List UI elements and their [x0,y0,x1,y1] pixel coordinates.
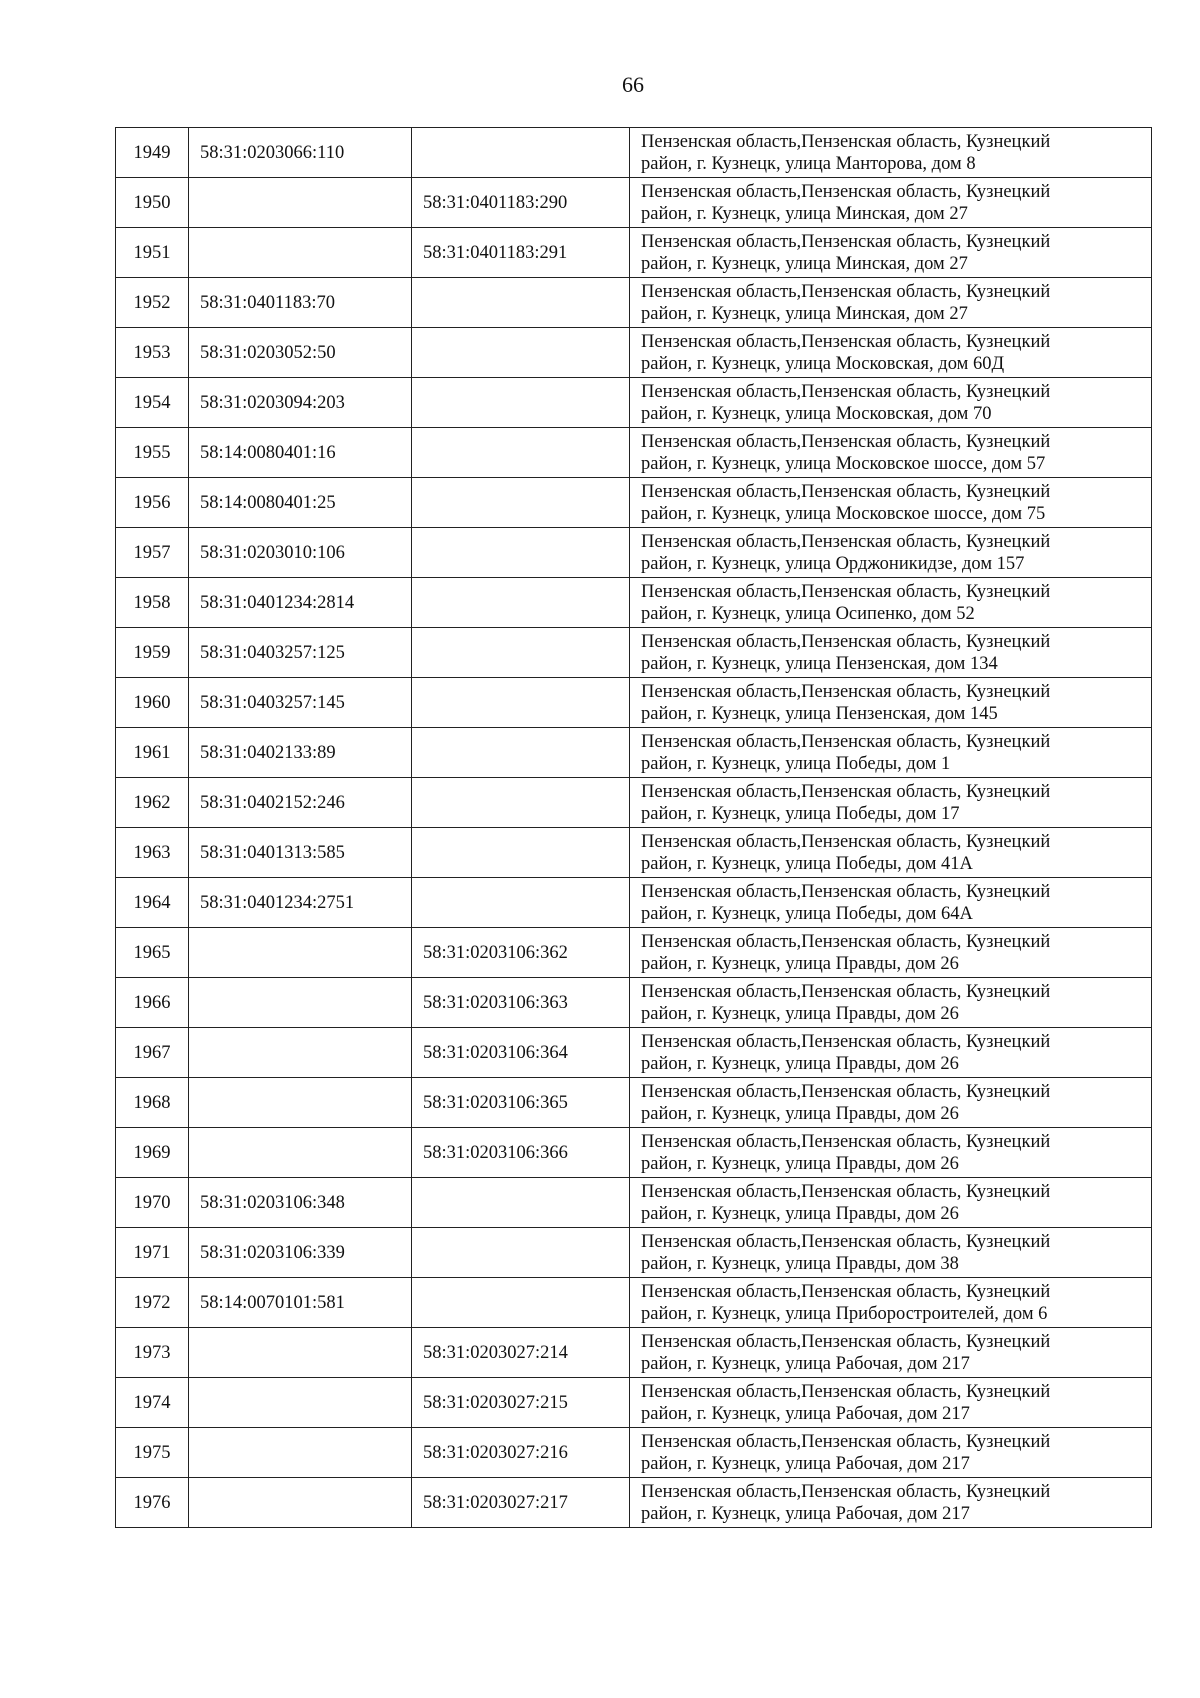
row-number-cell: 1962 [116,778,189,828]
object-cadastral-number-cell [412,1228,630,1278]
row-number-cell: 1964 [116,878,189,928]
table-row [116,328,1152,378]
address-cell [630,778,1152,828]
address-line-1: Пензенская область,Пензенская область, Кузнецкий [641,431,1051,452]
table-row [116,1378,1152,1428]
land-cadastral-number-cell [189,1028,412,1078]
object-cadastral-number-cell: 58:31:0203106:364 [412,1028,630,1078]
address-cell [630,228,1152,278]
address-line-1: Пензенская область,Пензенская область, Кузнецкий [641,981,1051,1002]
address-cell [630,428,1152,478]
object-cadastral-number-cell [412,878,630,928]
land-cadastral-number-cell: 58:14:0080401:25 [189,478,412,528]
address-cell [630,478,1152,528]
address-cell [630,328,1152,378]
row-number-cell: 1957 [116,528,189,578]
address-line-2: район, г. Кузнецк, улица Минская, дом 27 [641,203,968,224]
address-line-2: район, г. Кузнецк, улица Правды, дом 26 [641,953,959,974]
row-number-cell: 1972 [116,1278,189,1328]
row-number-cell: 1958 [116,578,189,628]
row-number-cell: 1953 [116,328,189,378]
object-cadastral-number-cell: 58:31:0203027:214 [412,1328,630,1378]
land-cadastral-number-cell: 58:31:0401313:585 [189,828,412,878]
land-cadastral-number-cell [189,1328,412,1378]
address-line-2: район, г. Кузнецк, улица Орджоникидзе, дом 157 [641,553,1025,574]
land-cadastral-number-cell: 58:31:0403257:125 [189,628,412,678]
table-row [116,928,1152,978]
address-line-2: район, г. Кузнецк, улица Московская, дом 70 [641,403,992,424]
table-row [116,1428,1152,1478]
land-cadastral-number-cell: 58:31:0203106:339 [189,1228,412,1278]
land-cadastral-number-cell: 58:31:0203066:110 [189,128,412,178]
land-cadastral-number-cell [189,928,412,978]
address-cell [630,828,1152,878]
table-row [116,278,1152,328]
address-line-1: Пензенская область,Пензенская область, Кузнецкий [641,331,1051,352]
address-line-1: Пензенская область,Пензенская область, Кузнецкий [641,581,1051,602]
address-cell [630,128,1152,178]
row-number-cell: 1969 [116,1128,189,1178]
address-line-2: район, г. Кузнецк, улица Правды, дом 26 [641,1203,959,1224]
object-cadastral-number-cell: 58:31:0203106:362 [412,928,630,978]
address-line-2: район, г. Кузнецк, улица Победы, дом 17 [641,803,960,824]
row-number-cell: 1954 [116,378,189,428]
row-number-cell: 1973 [116,1328,189,1378]
address-line-1: Пензенская область,Пензенская область, Кузнецкий [641,1181,1051,1202]
land-cadastral-number-cell [189,978,412,1028]
address-line-1: Пензенская область,Пензенская область, Кузнецкий [641,1331,1051,1352]
row-number-cell: 1955 [116,428,189,478]
table-row [116,978,1152,1028]
address-line-2: район, г. Кузнецк, улица Рабочая, дом 217 [641,1403,970,1424]
address-cell [630,578,1152,628]
address-line-2: район, г. Кузнецк, улица Победы, дом 64А [641,903,973,924]
row-number-cell: 1970 [116,1178,189,1228]
table-row [116,828,1152,878]
object-cadastral-number-cell [412,828,630,878]
table-row [116,628,1152,678]
table-row [116,1278,1152,1328]
address-cell [630,1128,1152,1178]
object-cadastral-number-cell: 58:31:0203027:215 [412,1378,630,1428]
land-cadastral-number-cell: 58:31:0401183:70 [189,278,412,328]
address-line-1: Пензенская область,Пензенская область, Кузнецкий [641,531,1051,552]
table-row [116,1478,1152,1528]
address-line-2: район, г. Кузнецк, улица Правды, дом 26 [641,1003,959,1024]
address-cell [630,1428,1152,1478]
land-cadastral-number-cell: 58:31:0401234:2751 [189,878,412,928]
address-line-1: Пензенская область,Пензенская область, Кузнецкий [641,931,1051,952]
address-cell [630,878,1152,928]
address-line-2: район, г. Кузнецк, улица Московское шоссе, дом 57 [641,453,1046,474]
row-number-cell: 1967 [116,1028,189,1078]
address-line-2: район, г. Кузнецк, улица Манторова, дом 8 [641,153,976,174]
land-cadastral-number-cell: 58:31:0402133:89 [189,728,412,778]
address-cell [630,978,1152,1028]
address-line-2: район, г. Кузнецк, улица Правды, дом 26 [641,1103,959,1124]
address-line-2: район, г. Кузнецк, улица Приборостроителей, дом 6 [641,1303,1048,1324]
object-cadastral-number-cell: 58:31:0401183:291 [412,228,630,278]
address-line-1: Пензенская область,Пензенская область, Кузнецкий [641,231,1051,252]
table-row [116,128,1152,178]
row-number-cell: 1956 [116,478,189,528]
object-cadastral-number-cell [412,1178,630,1228]
row-number-cell: 1950 [116,178,189,228]
row-number-cell: 1968 [116,1078,189,1128]
address-cell [630,1378,1152,1428]
address-line-1: Пензенская область,Пензенская область, Кузнецкий [641,881,1051,902]
address-cell [630,1228,1152,1278]
object-cadastral-number-cell [412,728,630,778]
address-line-1: Пензенская область,Пензенская область, Кузнецкий [641,1431,1051,1452]
table-row [116,728,1152,778]
table-row [116,428,1152,478]
row-number-cell: 1960 [116,678,189,728]
address-line-2: район, г. Кузнецк, улица Правды, дом 38 [641,1253,959,1274]
table-row [116,1128,1152,1178]
object-cadastral-number-cell [412,678,630,728]
address-line-1: Пензенская область,Пензенская область, Кузнецкий [641,131,1051,152]
address-line-1: Пензенская область,Пензенская область, Кузнецкий [641,631,1051,652]
address-line-2: район, г. Кузнецк, улица Рабочая, дом 217 [641,1503,970,1524]
table-row [116,478,1152,528]
page-number: 66 [622,72,644,97]
table-row [116,1078,1152,1128]
object-cadastral-number-cell [412,478,630,528]
row-number-cell: 1975 [116,1428,189,1478]
address-line-1: Пензенская область,Пензенская область, Кузнецкий [641,1481,1051,1502]
address-line-2: район, г. Кузнецк, улица Правды, дом 26 [641,1153,959,1174]
table-row [116,1228,1152,1278]
land-cadastral-number-cell: 58:31:0401234:2814 [189,578,412,628]
address-line-1: Пензенская область,Пензенская область, Кузнецкий [641,381,1051,402]
object-cadastral-number-cell [412,778,630,828]
land-cadastral-number-cell [189,1378,412,1428]
row-number-cell: 1976 [116,1478,189,1528]
object-cadastral-number-cell [412,528,630,578]
address-line-2: район, г. Кузнецк, улица Осипенко, дом 52 [641,603,975,624]
object-cadastral-number-cell: 58:31:0203106:363 [412,978,630,1028]
address-line-1: Пензенская область,Пензенская область, Кузнецкий [641,681,1051,702]
address-line-2: район, г. Кузнецк, улица Рабочая, дом 217 [641,1353,970,1374]
row-number-cell: 1959 [116,628,189,678]
row-number-cell: 1961 [116,728,189,778]
object-cadastral-number-cell [412,628,630,678]
address-line-1: Пензенская область,Пензенская область, Кузнецкий [641,1281,1051,1302]
address-line-1: Пензенская область,Пензенская область, Кузнецкий [641,831,1051,852]
address-line-2: район, г. Кузнецк, улица Минская, дом 27 [641,253,968,274]
address-line-1: Пензенская область,Пензенская область, Кузнецкий [641,781,1051,802]
land-cadastral-number-cell: 58:31:0203010:106 [189,528,412,578]
table-row [116,878,1152,928]
land-cadastral-number-cell: 58:31:0402152:246 [189,778,412,828]
address-cell [630,178,1152,228]
land-cadastral-number-cell [189,1128,412,1178]
registry-table [115,127,1152,1528]
address-cell [630,628,1152,678]
address-cell [630,728,1152,778]
row-number-cell: 1963 [116,828,189,878]
address-cell [630,678,1152,728]
object-cadastral-number-cell [412,328,630,378]
address-cell [630,1078,1152,1128]
row-number-cell: 1966 [116,978,189,1028]
address-line-2: район, г. Кузнецк, улица Рабочая, дом 217 [641,1453,970,1474]
land-cadastral-number-cell [189,1078,412,1128]
object-cadastral-number-cell: 58:31:0203027:217 [412,1478,630,1528]
table-row [116,228,1152,278]
table-row [116,678,1152,728]
object-cadastral-number-cell [412,1278,630,1328]
land-cadastral-number-cell: 58:31:0203094:203 [189,378,412,428]
address-line-2: район, г. Кузнецк, улица Московское шоссе, дом 75 [641,503,1046,524]
address-line-2: район, г. Кузнецк, улица Правды, дом 26 [641,1053,959,1074]
address-line-2: район, г. Кузнецк, улица Победы, дом 41А [641,853,973,874]
object-cadastral-number-cell: 58:31:0203106:365 [412,1078,630,1128]
address-cell [630,1178,1152,1228]
object-cadastral-number-cell: 58:31:0203106:366 [412,1128,630,1178]
land-cadastral-number-cell [189,1478,412,1528]
address-line-1: Пензенская область,Пензенская область, Кузнецкий [641,1031,1051,1052]
address-cell [630,1278,1152,1328]
address-line-1: Пензенская область,Пензенская область, Кузнецкий [641,181,1051,202]
address-line-1: Пензенская область,Пензенская область, Кузнецкий [641,1381,1051,1402]
table-row [116,378,1152,428]
object-cadastral-number-cell: 58:31:0401183:290 [412,178,630,228]
land-cadastral-number-cell: 58:31:0203052:50 [189,328,412,378]
land-cadastral-number-cell: 58:31:0403257:145 [189,678,412,728]
land-cadastral-number-cell: 58:31:0203106:348 [189,1178,412,1228]
address-line-1: Пензенская область,Пензенская область, Кузнецкий [641,1231,1051,1252]
address-line-1: Пензенская область,Пензенская область, Кузнецкий [641,281,1051,302]
land-cadastral-number-cell [189,228,412,278]
table-row [116,778,1152,828]
table-row [116,178,1152,228]
address-cell [630,1478,1152,1528]
land-cadastral-number-cell [189,1428,412,1478]
land-cadastral-number-cell: 58:14:0070101:581 [189,1278,412,1328]
object-cadastral-number-cell [412,378,630,428]
address-cell [630,528,1152,578]
land-cadastral-number-cell [189,178,412,228]
table-row [116,578,1152,628]
row-number-cell: 1971 [116,1228,189,1278]
table-row [116,1178,1152,1228]
object-cadastral-number-cell [412,578,630,628]
table-row [116,1028,1152,1078]
registry-table-body [116,128,1152,1528]
address-cell [630,378,1152,428]
row-number-cell: 1965 [116,928,189,978]
row-number-cell: 1974 [116,1378,189,1428]
row-number-cell: 1951 [116,228,189,278]
address-line-2: район, г. Кузнецк, улица Минская, дом 27 [641,303,968,324]
address-line-1: Пензенская область,Пензенская область, Кузнецкий [641,1131,1051,1152]
object-cadastral-number-cell [412,128,630,178]
row-number-cell: 1952 [116,278,189,328]
address-line-1: Пензенская область,Пензенская область, Кузнецкий [641,1081,1051,1102]
address-line-2: район, г. Кузнецк, улица Московская, дом 60Д [641,353,1005,374]
address-cell [630,278,1152,328]
object-cadastral-number-cell [412,428,630,478]
address-cell [630,1328,1152,1378]
table-row [116,528,1152,578]
address-line-2: район, г. Кузнецк, улица Пензенская, дом 134 [641,653,998,674]
row-number-cell: 1949 [116,128,189,178]
object-cadastral-number-cell: 58:31:0203027:216 [412,1428,630,1478]
table-row [116,1328,1152,1378]
land-cadastral-number-cell: 58:14:0080401:16 [189,428,412,478]
address-line-1: Пензенская область,Пензенская область, Кузнецкий [641,731,1051,752]
address-cell [630,928,1152,978]
object-cadastral-number-cell [412,278,630,328]
address-line-2: район, г. Кузнецк, улица Победы, дом 1 [641,753,951,774]
address-cell [630,1028,1152,1078]
address-line-2: район, г. Кузнецк, улица Пензенская, дом 145 [641,703,998,724]
address-line-1: Пензенская область,Пензенская область, Кузнецкий [641,481,1051,502]
